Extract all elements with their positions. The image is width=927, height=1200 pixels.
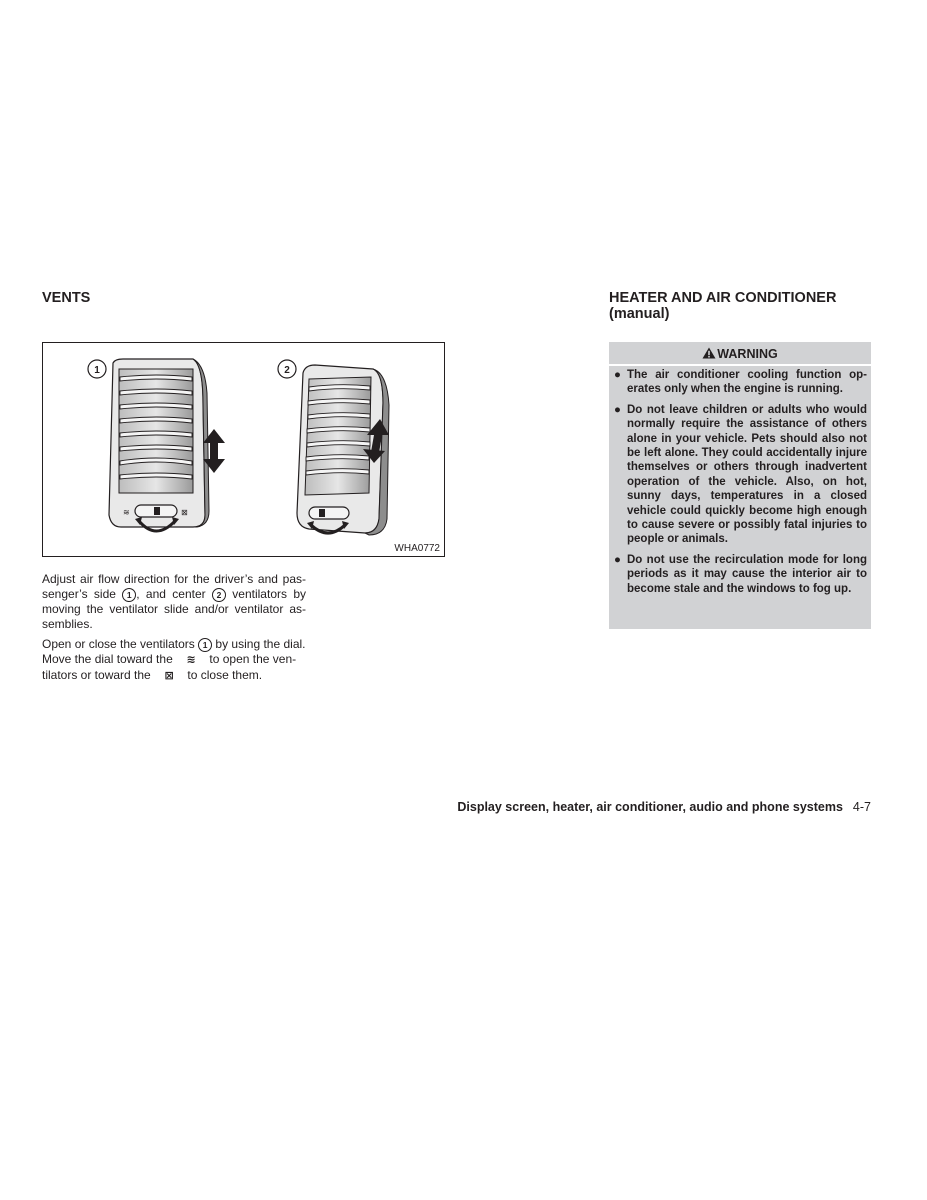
vent-close-symbol-icon: ⊠ — [164, 670, 174, 682]
figure-code: WHA0772 — [394, 543, 440, 554]
callout-ref-1: 1 — [198, 638, 212, 652]
vent-open-symbol-icon: ≋ — [186, 654, 196, 666]
vent-2-dial — [309, 507, 349, 519]
svg-text:2: 2 — [284, 365, 290, 376]
vent-illustration — [43, 343, 444, 556]
warning-divider — [609, 364, 871, 366]
warning-box — [609, 342, 871, 629]
vents-heading: VENTS — [42, 290, 91, 306]
bullet-icon: ● — [614, 553, 621, 566]
page-number: 4-7 — [852, 800, 871, 814]
warning-item: ● Do not use the recirculation mode for long periods as it may cause the interior air to become stale and the windows to fog up. — [614, 553, 867, 595]
svg-text:1: 1 — [94, 365, 100, 376]
bullet-icon: ● — [614, 369, 621, 381]
callout-ref-1: 1 — [122, 588, 136, 602]
warning-item: ● Do not leave children or adults who would normally require the assistance of others alone in your vehicle. Pets should also not be left alone. They could accidentally injure themselves or others through inadvertent operation of the vehicle. Also, on hot, sunny days, temperatures in a closed vehicle could quickly become high enough to cause severe or possibly fatal injuries to people or animals. — [614, 403, 867, 546]
vents-paragraph-1: Adjust air flow direction for the driver’s and passenger’s side 1 , and center 2 ventilators by moving the ventilator slide and/or ventilator assemblies. — [42, 572, 306, 631]
warning-list — [609, 368, 871, 602]
heater-ac-heading-line-1: HEATER AND AIR CONDITIONER — [609, 290, 837, 306]
vent-open-icon: ≋ — [123, 508, 130, 517]
bullet-icon: ● — [614, 403, 621, 416]
vents-figure — [42, 342, 445, 557]
vent-close-icon: ⊠ — [181, 508, 188, 517]
vents-paragraph-2: Open or close the ventilators 1 by using the dial. Move the dial toward the ≋ to open the ventilators or toward the ⊠ to close them. — [42, 637, 306, 682]
callout-ref-2: 2 — [212, 588, 226, 602]
heater-ac-heading — [609, 290, 879, 322]
heater-ac-heading-line-2: (manual) — [609, 306, 670, 322]
page-footer — [380, 799, 871, 815]
warning-title: WARNING — [609, 345, 871, 363]
vent-2-grille — [305, 377, 371, 495]
footer-section-title: Display screen, heater, air conditioner, audio and phone systems — [457, 800, 843, 814]
warning-item: ● The air conditioner cooling function operates only when the engine is running. — [614, 369, 867, 396]
warning-triangle-icon — [702, 347, 716, 359]
